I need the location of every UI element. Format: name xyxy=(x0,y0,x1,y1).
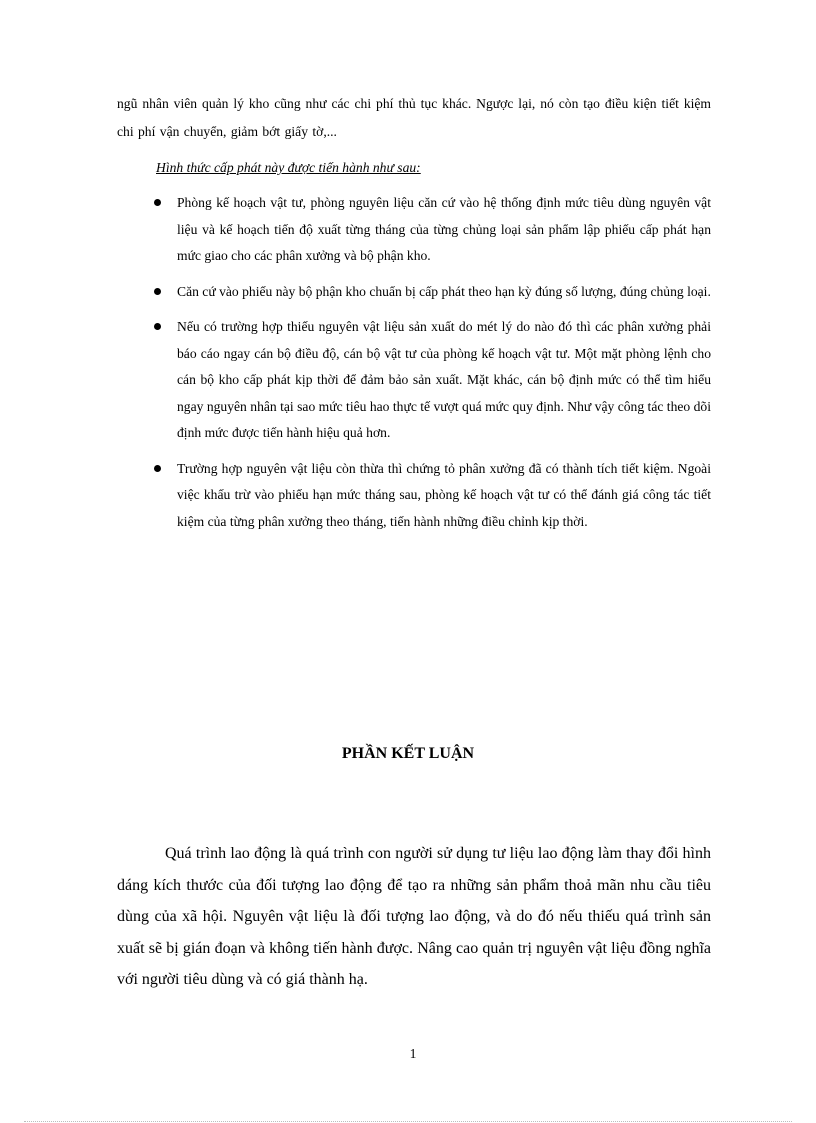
procedure-heading: Hình thức cấp phát này được tiến hành như sau: xyxy=(156,160,421,175)
page-number: 1 xyxy=(409,1046,417,1061)
bullet-icon xyxy=(154,199,161,206)
bullet-icon xyxy=(154,288,161,295)
bullet-text: Phòng kế hoạch vật tư, phòng nguyên liệu căn cứ vào hệ thống định mức tiêu dùng nguyên vật liệu và kế hoạch tiến độ xuất từng tháng của từng chủng loại sản phẩm lập phiếu cấp phát hạn mức giao cho các phân xưởng và bộ phận kho. xyxy=(177,195,711,263)
conclusion-paragraph: Quá trình lao động là quá trình con người sử dụng tư liệu lao động làm thay đổi hình dáng kích thước của đối tượng lao động để tạo ra những sản phẩm thoả mãn nhu cầu tiêu dùng của xã hội. Nguyên vật liệu là đối tượng lao động, và do đó nếu thiếu quá trình sản xuất sẽ bị gián đoạn và không tiến hành được. Nâng cao quản trị nguyên vật liệu đồng nghĩa với người tiêu dùng và có giá thành hạ. xyxy=(117,845,711,988)
bullet-text: Căn cứ vào phiếu này bộ phận kho chuẩn bị cấp phát theo hạn kỳ đúng số lượng, đúng chủng loại. xyxy=(177,283,711,299)
bullet-icon xyxy=(154,465,161,472)
list-item xyxy=(150,456,711,536)
section-title: PHẦN KẾT LUẬN xyxy=(341,745,475,762)
page-bottom-divider xyxy=(24,1121,792,1122)
bullet-text: Nếu có trường hợp thiếu nguyên vật liệu sản xuất do mét lý do nào đó thì các phân xưởng phải báo cáo ngay cán bộ điều độ, cán bộ vật tư của phòng kế hoạch vật tư. Một mặt phòng lệnh cho cán bộ kho cấp phát kịp thời để đảm bảo sản xuất. Mặt khác, cán bộ định mức có thể tìm hiểu ngay nguyên nhân tại sao mức tiêu hao thực tế vượt quá mức quy định. Như vậy công tác theo dõi định mức được tiến hành hiệu quả hơn. xyxy=(177,319,711,440)
bullet-icon xyxy=(154,323,161,330)
list-item xyxy=(150,279,711,306)
procedure-bullet-list xyxy=(150,190,711,544)
intro-paragraph: ngũ nhân viên quản lý kho cũng như các chi phí thủ tục khác. Ngược lại, nó còn tạo điều kiện tiết kiệm chi phí vận chuyển, giảm bớt giấy tờ,... xyxy=(117,96,711,139)
list-item xyxy=(150,314,711,447)
bullet-text: Trường hợp nguyên vật liệu còn thừa thì chứng tỏ phân xưởng đã có thành tích tiết kiệm. Ngoài việc khấu trừ vào phiếu hạn mức tháng sau, phòng kế hoạch vật tư có thể đánh giá công tác tiết kiệm của từng phân xưởng theo tháng, tiến hành những điều chỉnh kịp thời. xyxy=(177,460,711,529)
list-item xyxy=(150,190,711,270)
